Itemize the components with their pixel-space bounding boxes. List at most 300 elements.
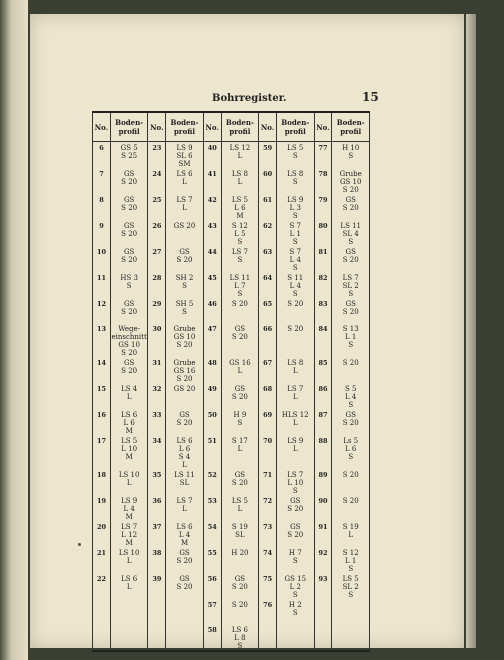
- profile-layer: L 6: [345, 445, 357, 453]
- soil-profile-cell: [277, 573, 314, 599]
- borehole-number-cell: [93, 573, 111, 599]
- header-text: No.: [94, 122, 109, 132]
- soil-profile-cell: [332, 383, 370, 409]
- profile-layer: H 20: [231, 549, 249, 557]
- borehole-number: 83: [318, 300, 328, 308]
- borehole-number: 65: [263, 300, 273, 308]
- profile-layer: S: [182, 282, 187, 290]
- profile-layer: LS 7: [342, 274, 359, 282]
- profile-layer: LS 7: [231, 248, 248, 256]
- borehole-number: 49: [207, 385, 217, 393]
- borehole-number-cell: [259, 383, 277, 409]
- borehole-number-cell: [314, 168, 332, 194]
- soil-profile-cell: [166, 168, 203, 194]
- profile-layer: S: [292, 178, 298, 186]
- soil-profile-cell: [332, 624, 370, 651]
- soil-profile-cell: [277, 220, 314, 246]
- soil-profile-cell: [166, 142, 203, 169]
- borehole-number-cell: [259, 599, 277, 624]
- borehole-number: 63: [263, 248, 273, 256]
- borehole-number: 53: [207, 497, 217, 505]
- profile-layer: SL 4: [342, 230, 359, 238]
- profile-layer: L 8: [234, 634, 246, 642]
- profile-layer: L 7: [234, 282, 246, 290]
- profile-layer: S 20: [176, 375, 193, 383]
- profile-layer: S 20: [342, 359, 359, 367]
- profile-layer: S 20: [121, 204, 138, 212]
- borehole-number-cell: [148, 357, 166, 383]
- profile-layer: S 20: [342, 256, 359, 264]
- header-text: Boden-: [170, 118, 199, 127]
- borehole-number-cell: [259, 220, 277, 246]
- header-text: profil: [229, 127, 251, 136]
- soil-profile-cell: [166, 409, 203, 435]
- profile-layer: GS 10: [118, 341, 140, 349]
- soil-profile-cell: [166, 547, 203, 573]
- profile-layer: L: [182, 204, 187, 212]
- profile-layer: LS 5: [342, 575, 359, 583]
- soil-profile-cell: [110, 323, 147, 357]
- header-text: No.: [316, 122, 330, 132]
- profile-layer: LS 6: [121, 575, 138, 583]
- borehole-number-cell: [259, 435, 277, 469]
- profile-layer: S 5: [344, 385, 357, 393]
- borehole-register-table: [92, 111, 370, 652]
- soil-profile-cell: [110, 246, 147, 272]
- profile-layer: S 7: [289, 248, 302, 256]
- header-text: profil: [118, 127, 140, 136]
- profile-layer: H 7: [288, 549, 302, 557]
- header-text: Boden-: [225, 118, 254, 127]
- borehole-number: 20: [96, 523, 106, 531]
- borehole-number: 39: [152, 575, 162, 583]
- header-text: profil: [284, 127, 306, 136]
- borehole-number: 6: [99, 144, 104, 152]
- borehole-number-cell: [203, 521, 221, 547]
- borehole-number: 90: [318, 497, 328, 505]
- borehole-number-cell: [259, 323, 277, 357]
- profile-layer: SL 2: [342, 282, 359, 290]
- borehole-number-cell: [314, 521, 332, 547]
- table-row: [93, 383, 370, 409]
- soil-profile-cell: [277, 323, 314, 357]
- profile-layer: LS 5: [231, 497, 248, 505]
- borehole-number-cell: [148, 599, 166, 624]
- borehole-number-cell: [93, 495, 111, 521]
- borehole-number: 16: [96, 411, 106, 419]
- soil-profile-cell: [332, 357, 370, 383]
- borehole-number-cell: [203, 383, 221, 409]
- borehole-number-cell: [314, 409, 332, 435]
- profile-layer: S: [348, 152, 354, 160]
- soil-profile-cell: [110, 495, 147, 521]
- profile-layer: S: [348, 453, 354, 461]
- profile-layer: M: [236, 212, 244, 220]
- soil-profile-cell: [166, 599, 203, 624]
- borehole-number-cell: [259, 547, 277, 573]
- profile-layer: LS 9: [176, 144, 193, 152]
- borehole-number: 19: [96, 497, 106, 505]
- soil-profile-cell: [166, 246, 203, 272]
- borehole-number-cell: [93, 521, 111, 547]
- borehole-number: 41: [207, 170, 217, 178]
- borehole-number-cell: [148, 383, 166, 409]
- soil-profile-cell: [332, 246, 370, 272]
- borehole-number-cell: [203, 435, 221, 469]
- borehole-number: 10: [96, 248, 106, 256]
- borehole-number-cell: [314, 298, 332, 323]
- profile-layer: GS: [234, 471, 246, 479]
- profile-layer: S 20: [342, 308, 359, 316]
- table-row: [93, 547, 370, 573]
- profile-layer: L 12: [121, 531, 138, 539]
- borehole-number: 15: [96, 385, 106, 393]
- borehole-number: 60: [263, 170, 273, 178]
- profile-layer: S: [348, 591, 354, 599]
- header-text: Boden-: [281, 118, 310, 127]
- borehole-number-cell: [203, 142, 221, 169]
- borehole-number: 50: [207, 411, 217, 419]
- borehole-number: 68: [263, 385, 273, 393]
- header-text: Boden-: [336, 118, 365, 127]
- profile-layer: S: [292, 238, 298, 246]
- soil-profile-cell: [332, 142, 370, 169]
- profile-layer: S: [348, 401, 354, 409]
- borehole-number: 81: [318, 248, 328, 256]
- borehole-number-cell: [259, 272, 277, 298]
- borehole-number: 84: [318, 325, 328, 333]
- header-text: Boden-: [115, 118, 144, 127]
- soil-profile-cell: [110, 521, 147, 547]
- profile-layer: HLS 12: [281, 411, 309, 419]
- borehole-number: 31: [152, 359, 162, 367]
- borehole-number: 13: [96, 325, 106, 333]
- soil-profile-cell: [221, 272, 258, 298]
- profile-layer: S: [237, 642, 243, 650]
- borehole-number-cell: [148, 495, 166, 521]
- soil-profile-cell: [221, 220, 258, 246]
- borehole-number: 51: [207, 437, 217, 445]
- borehole-number: 48: [207, 359, 217, 367]
- profile-layer: GS: [123, 170, 135, 178]
- profile-layer: S 20: [342, 471, 359, 479]
- borehole-number-cell: [259, 573, 277, 599]
- profile-layer: L: [126, 557, 132, 565]
- profile-layer: S 20: [342, 419, 359, 427]
- profile-layer: H 10: [342, 144, 360, 152]
- soil-profile-cell: [332, 220, 370, 246]
- stray-mark: [78, 543, 81, 546]
- profile-layer: GS: [345, 300, 356, 308]
- soil-profile-cell: [221, 298, 258, 323]
- profile-layer: einschnitt: [111, 333, 147, 341]
- profile-layer: GS 20: [173, 222, 196, 230]
- borehole-number: 18: [96, 471, 106, 479]
- profile-layer: S 20: [121, 367, 138, 375]
- borehole-number: 54: [207, 523, 217, 531]
- soil-profile-cell: [221, 495, 258, 521]
- profile-layer: LS 5: [121, 437, 138, 445]
- borehole-number-cell: [314, 220, 332, 246]
- borehole-number-cell: [148, 469, 166, 495]
- borehole-number-cell: [203, 573, 221, 599]
- borehole-number-cell: [93, 168, 111, 194]
- profile-layer: GS: [123, 196, 135, 204]
- profile-layer: GS: [345, 411, 356, 419]
- borehole-number: 7: [99, 170, 104, 178]
- borehole-number: 32: [152, 385, 162, 393]
- borehole-number-cell: [314, 357, 332, 383]
- borehole-number: 44: [207, 248, 217, 256]
- profile-layer: S 12: [342, 549, 359, 557]
- borehole-number-cell: [314, 383, 332, 409]
- borehole-number: 9: [99, 222, 104, 230]
- header-text: No.: [205, 122, 219, 132]
- soil-profile-cell: [110, 409, 147, 435]
- profile-layer: S 20: [121, 256, 138, 264]
- profile-layer: GS 10: [339, 178, 362, 186]
- borehole-number: 14: [96, 359, 106, 367]
- soil-profile-cell: [277, 495, 314, 521]
- soil-profile-cell: [166, 573, 203, 599]
- borehole-number-cell: [203, 495, 221, 521]
- profile-layer: L: [292, 393, 298, 401]
- profile-layer: L: [237, 505, 243, 513]
- profile-layer: LS 7: [176, 497, 193, 505]
- soil-profile-cell: [277, 298, 314, 323]
- profile-layer: S: [348, 341, 354, 349]
- profile-layer: S 20: [287, 531, 304, 539]
- soil-profile-cell: [221, 323, 258, 357]
- profile-layer: GS: [123, 248, 135, 256]
- borehole-number: 29: [152, 300, 162, 308]
- borehole-number-cell: [314, 272, 332, 298]
- borehole-number-cell: [93, 409, 111, 435]
- profile-layer: L 3: [289, 204, 301, 212]
- profile-layer: LS 4: [121, 385, 138, 393]
- soil-profile-cell: [110, 220, 147, 246]
- column-header-no: [203, 112, 221, 142]
- soil-profile-cell: [277, 142, 314, 169]
- soil-profile-cell: [277, 168, 314, 194]
- borehole-number: 12: [96, 300, 106, 308]
- profile-layer: LS 9: [287, 196, 304, 204]
- borehole-number: 56: [207, 575, 217, 583]
- column-header-profile: [332, 112, 370, 142]
- borehole-number: 43: [207, 222, 217, 230]
- profile-layer: S 20: [342, 497, 359, 505]
- profile-layer: GS: [179, 411, 190, 419]
- soil-profile-cell: [277, 469, 314, 495]
- borehole-number: 52: [207, 471, 217, 479]
- profile-layer: LS 10: [118, 471, 140, 479]
- profile-layer: L: [292, 367, 298, 375]
- profile-layer: L 4: [178, 531, 191, 539]
- borehole-number: 42: [207, 196, 217, 204]
- borehole-number: 88: [318, 437, 328, 445]
- table-row: [93, 435, 370, 469]
- borehole-number: 75: [263, 575, 273, 583]
- borehole-number: 35: [152, 471, 162, 479]
- profile-layer: L: [126, 479, 132, 487]
- borehole-number: 66: [263, 325, 273, 333]
- borehole-number-cell: [93, 220, 111, 246]
- profile-layer: S 20: [121, 178, 138, 186]
- profile-layer: L 4: [289, 256, 301, 264]
- borehole-number-cell: [148, 547, 166, 573]
- soil-profile-cell: [277, 272, 314, 298]
- borehole-number-cell: [314, 469, 332, 495]
- profile-layer: SL 2: [342, 583, 359, 591]
- borehole-number: 61: [263, 196, 273, 204]
- profile-layer: LS 7: [176, 196, 193, 204]
- borehole-number-cell: [93, 624, 111, 651]
- profile-layer: LS 7: [287, 385, 304, 393]
- soil-profile-cell: [166, 435, 203, 469]
- borehole-number: 57: [207, 601, 217, 609]
- table-row: [93, 246, 370, 272]
- profile-layer: S: [348, 565, 354, 573]
- profile-layer: GS: [179, 549, 190, 557]
- borehole-number-cell: [203, 624, 221, 651]
- profile-layer: LS 9: [287, 437, 304, 445]
- soil-profile-cell: [221, 573, 258, 599]
- borehole-number-cell: [314, 624, 332, 651]
- profile-layer: L 6: [123, 419, 135, 427]
- soil-profile-cell: [166, 624, 203, 651]
- borehole-number-cell: [93, 599, 111, 624]
- profile-layer: S 20: [287, 300, 304, 308]
- soil-profile-cell: [221, 357, 258, 383]
- soil-profile-cell: [221, 624, 258, 651]
- profile-layer: S: [292, 212, 298, 220]
- soil-profile-cell: [110, 547, 147, 573]
- soil-profile-cell: [166, 220, 203, 246]
- profile-layer: S 20: [231, 601, 248, 609]
- profile-layer: S 20: [231, 479, 248, 487]
- profile-layer: GS: [290, 523, 301, 531]
- soil-profile-cell: [332, 168, 370, 194]
- profile-layer: S 17: [231, 437, 248, 445]
- soil-profile-cell: [110, 383, 147, 409]
- profile-layer: L: [292, 445, 298, 453]
- borehole-number-cell: [259, 409, 277, 435]
- table-row: [93, 220, 370, 246]
- borehole-number-cell: [148, 142, 166, 169]
- borehole-number: 74: [263, 549, 273, 557]
- profile-layer: S 20: [342, 204, 359, 212]
- soil-profile-cell: [166, 298, 203, 323]
- soil-profile-cell: [110, 573, 147, 599]
- borehole-number: 80: [318, 222, 328, 230]
- borehole-number-cell: [203, 323, 221, 357]
- borehole-number-cell: [259, 357, 277, 383]
- borehole-number: 64: [263, 274, 273, 282]
- borehole-number-cell: [203, 194, 221, 220]
- table-row: [93, 624, 370, 651]
- borehole-number: 62: [263, 222, 273, 230]
- borehole-number: 78: [318, 170, 328, 178]
- table-row: [93, 272, 370, 298]
- borehole-number-cell: [314, 194, 332, 220]
- profile-layer: LS 6: [176, 437, 193, 445]
- borehole-number: 23: [152, 144, 162, 152]
- borehole-number: 37: [152, 523, 162, 531]
- profile-layer: SM: [178, 160, 191, 168]
- profile-layer: S 20: [121, 230, 138, 238]
- profile-layer: L: [237, 445, 243, 453]
- borehole-number-cell: [203, 298, 221, 323]
- profile-layer: L 1: [345, 333, 357, 341]
- profile-layer: GS: [123, 222, 135, 230]
- profile-layer: L 4: [345, 393, 357, 401]
- soil-profile-cell: [332, 469, 370, 495]
- soil-profile-cell: [221, 383, 258, 409]
- borehole-number-cell: [148, 624, 166, 651]
- profile-layer: S: [237, 290, 243, 298]
- borehole-number-cell: [314, 435, 332, 469]
- borehole-number: 72: [263, 497, 273, 505]
- profile-layer: L: [237, 367, 243, 375]
- profile-layer: S: [292, 152, 298, 160]
- profile-layer: L 1: [289, 230, 301, 238]
- profile-layer: L 4: [289, 282, 301, 290]
- profile-layer: LS 5: [231, 196, 248, 204]
- borehole-number-cell: [314, 573, 332, 599]
- borehole-number: 93: [318, 575, 328, 583]
- borehole-number: 76: [263, 601, 273, 609]
- soil-profile-cell: [277, 409, 314, 435]
- soil-profile-cell: [277, 547, 314, 573]
- borehole-number-cell: [259, 521, 277, 547]
- profile-layer: S 19: [342, 523, 359, 531]
- soil-profile-cell: [221, 435, 258, 469]
- profile-layer: L 2: [289, 583, 301, 591]
- soil-profile-cell: [277, 624, 314, 651]
- page-title: Bohrregister.: [212, 93, 287, 104]
- borehole-number: 30: [152, 325, 162, 333]
- borehole-number: 87: [318, 411, 328, 419]
- soil-profile-cell: [110, 435, 147, 469]
- column-header-profile: [166, 112, 203, 142]
- profile-layer: M: [125, 427, 133, 435]
- soil-profile-cell: [221, 599, 258, 624]
- borehole-number-cell: [93, 383, 111, 409]
- soil-profile-cell: [332, 521, 370, 547]
- column-header-no: [314, 112, 332, 142]
- profile-layer: LS 11: [229, 274, 251, 282]
- profile-layer: M: [125, 513, 133, 521]
- profile-layer: SL: [179, 479, 190, 487]
- profile-layer: SL 6: [176, 152, 193, 160]
- borehole-number-cell: [93, 323, 111, 357]
- soil-profile-cell: [332, 599, 370, 624]
- profile-layer: LS 8: [231, 170, 248, 178]
- table-row: [93, 142, 370, 169]
- borehole-number-cell: [259, 168, 277, 194]
- profile-layer: Ls 5: [343, 437, 359, 445]
- soil-profile-cell: [221, 142, 258, 169]
- borehole-number-cell: [93, 298, 111, 323]
- profile-layer: S 20: [231, 333, 248, 341]
- profile-layer: S 20: [176, 341, 193, 349]
- profile-layer: L: [348, 531, 354, 539]
- header-text: profil: [340, 127, 362, 136]
- borehole-number: 67: [263, 359, 273, 367]
- borehole-number-cell: [203, 357, 221, 383]
- soil-profile-cell: [277, 194, 314, 220]
- profile-layer: L: [182, 505, 187, 513]
